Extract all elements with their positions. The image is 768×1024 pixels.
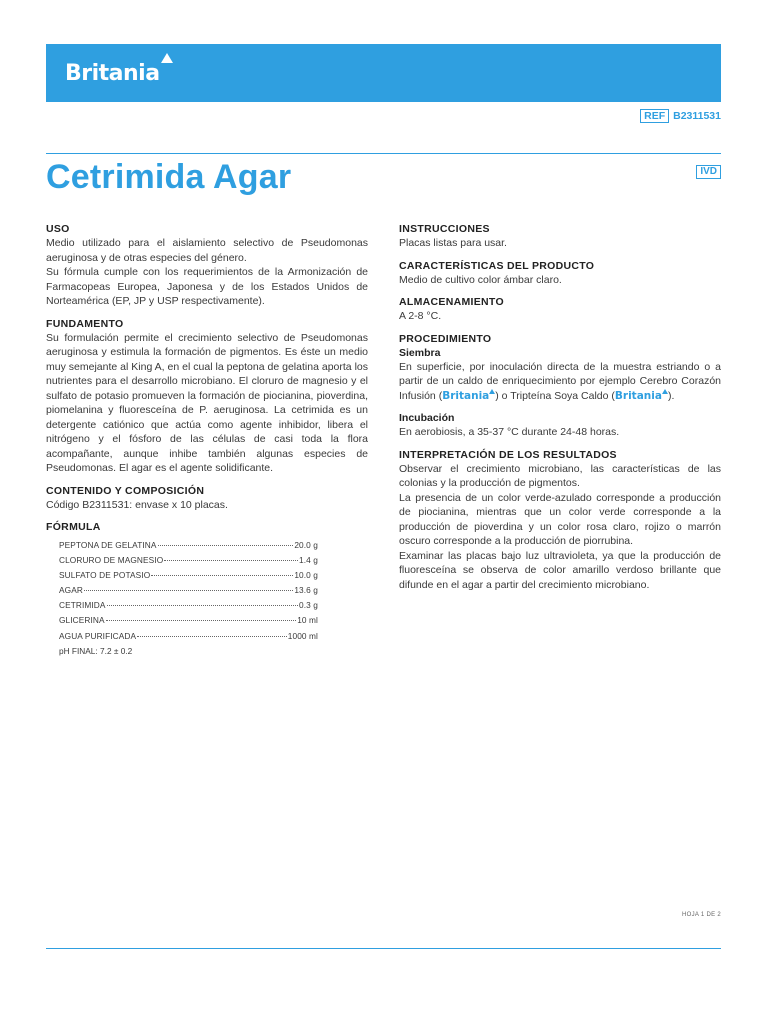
siembra-text bbox=[399, 360, 721, 404]
formula-ingredient: CETRIMIDA bbox=[59, 600, 106, 611]
uso-text-1: Medio utilizado para el aislamiento selectivo de Pseudomonas aeruginosa y de otras especies del género. bbox=[46, 237, 368, 264]
incubacion-heading: Incubación bbox=[399, 412, 455, 424]
uso-heading: USO bbox=[46, 223, 70, 235]
formula-amount: 10.0 g bbox=[294, 570, 318, 581]
formula-row bbox=[59, 553, 318, 568]
formula-row bbox=[59, 583, 318, 598]
left-column bbox=[46, 222, 368, 667]
formula-heading: FÓRMULA bbox=[46, 521, 101, 533]
header-band bbox=[46, 44, 721, 102]
formula-ingredient: GLICERINA bbox=[59, 615, 105, 626]
siembra-text-part-3: ). bbox=[667, 389, 675, 402]
almacenamiento-heading: ALMACENAMIENTO bbox=[399, 296, 504, 308]
logo-triangle-icon bbox=[161, 53, 173, 63]
section-almacenamiento bbox=[399, 295, 721, 324]
formula-amount: 1.4 g bbox=[299, 555, 318, 566]
formula-ingredient: AGAR bbox=[59, 585, 83, 596]
brand-name: Britania bbox=[65, 61, 160, 86]
formula-amount: 0.3 g bbox=[299, 600, 318, 611]
contenido-text: Código B2311531: envase x 10 placas. bbox=[46, 498, 228, 511]
section-procedimiento bbox=[399, 332, 721, 440]
britania-inline-logo: Britania bbox=[615, 390, 668, 402]
section-interpretacion bbox=[399, 448, 721, 593]
contenido-heading: CONTENIDO Y COMPOSICIÓN bbox=[46, 484, 205, 497]
formula-row bbox=[59, 538, 318, 553]
formula-amount: 20.0 g bbox=[294, 540, 318, 550]
formula-row bbox=[59, 598, 318, 613]
instrucciones-heading: INSTRUCCIONES bbox=[399, 223, 490, 235]
section-fundamento bbox=[46, 317, 368, 476]
section-uso bbox=[46, 222, 368, 309]
instrucciones-text: Placas listas para usar. bbox=[399, 237, 507, 249]
siembra-heading: Siembra bbox=[399, 346, 441, 359]
section-caracteristicas bbox=[399, 259, 721, 288]
ref-code: B2311531 bbox=[673, 110, 721, 122]
siembra-text-part-2: ) o Tripteína Soya Caldo ( bbox=[495, 389, 615, 402]
interpretacion-text-2: La presencia de un color verde-azulado corresponde a producción de piocianina, mientras que un color verde corresponde a la producción de pioverdina y un color rosa claro, rojizo o marrón oscuro corresponde a la producción de piorrubina. bbox=[399, 491, 721, 547]
uso-text-2: Su fórmula cumple con los requerimientos de la Armonización de Farmacopeas Europea, Japonesa y de los Estados Unidos de Norteamérica (EP, JP y USP respectivamente). bbox=[46, 266, 368, 307]
page-title: Cetrimida Agar bbox=[46, 158, 292, 196]
formula-ph: pH FINAL: 7.2 ± 0.2 bbox=[59, 645, 133, 656]
section-formula bbox=[46, 520, 368, 659]
fundamento-heading: FUNDAMENTO bbox=[46, 317, 124, 330]
formula-row bbox=[59, 568, 318, 583]
procedimiento-heading: PROCEDIMIENTO bbox=[399, 332, 492, 345]
right-column bbox=[399, 222, 721, 600]
interpretacion-heading: INTERPRETACIÓN DE LOS RESULTADOS bbox=[399, 448, 617, 461]
caracteristicas-heading: CARACTERÍSTICAS DEL PRODUCTO bbox=[399, 259, 595, 272]
formula-amount: 1000 ml bbox=[287, 630, 318, 641]
section-contenido bbox=[46, 484, 368, 513]
top-divider bbox=[46, 153, 721, 154]
reference-code bbox=[640, 109, 721, 123]
formula-ingredient: PEPTONA DE GELATINA bbox=[59, 540, 157, 550]
almacenamiento-text: A 2-8 °C. bbox=[399, 310, 442, 322]
ivd-badge: IVD bbox=[696, 165, 721, 179]
interpretacion-text-3: Examinar las placas bajo luz ultravioleta, ya que la producción de fluoresceína se observa de color amarillo verdoso brillante que difunde en el agar a partir del crecimiento microbiano. bbox=[399, 549, 721, 591]
bottom-divider bbox=[46, 948, 721, 949]
formula-ingredient: SULFATO DE POTASIO bbox=[59, 570, 151, 581]
formula-ingredient: AGUA PURIFICADA bbox=[59, 630, 137, 641]
fundamento-text: Su formulación permite el crecimiento selectivo de Pseudomonas aeruginosa y estimula la formación de pigmentos. Es éste un medio muy semejante al King A, en el cual la peptona de gelatina aporta los nutrientes para el desarrollo microbiano. El cloruro de magnesio y el sulfato de potasio promueven la formación de piocianina, pioverdina, piomelanina y fluoresceína de P. aeruginosa. La cetrimida es un detergente catiónico que actúa como agente inhibidor, libera el nitrógeno y el fósforo de las células de casi toda la flora acompañante, aunque inhibe también algunas especies de Pseudomonas. El agar es el agente solidificante. bbox=[46, 331, 368, 474]
page-number: HOJA 1 DE 2 bbox=[682, 912, 721, 918]
formula-ingredient: CLORURO DE MAGNESIO bbox=[59, 555, 164, 566]
formula-row bbox=[59, 629, 318, 644]
formula-amount: 10 ml bbox=[297, 615, 318, 626]
section-instrucciones bbox=[399, 222, 721, 251]
formula-amount: 13.6 g bbox=[294, 585, 318, 596]
caracteristicas-text: Medio de cultivo color ámbar claro. bbox=[399, 273, 562, 286]
formula-table bbox=[59, 538, 318, 659]
britania-logo bbox=[65, 61, 160, 87]
siembra-text-part-1: En superficie, por inoculación directa de la muestra estriando o a partir de un caldo de enriquecimiento por ejemplo Cerebro Corazón Infusión ( bbox=[399, 360, 721, 402]
formula-row bbox=[59, 613, 318, 628]
interpretacion-text-1: Observar el crecimiento microbiano, las características de las colonias y la producción de pigmentos. bbox=[399, 462, 721, 489]
incubacion-text: En aerobiosis, a 35-37 °C durante 24-48 horas. bbox=[399, 426, 620, 438]
britania-inline-logo: Britania bbox=[442, 390, 495, 402]
ref-label: REF bbox=[640, 109, 669, 123]
